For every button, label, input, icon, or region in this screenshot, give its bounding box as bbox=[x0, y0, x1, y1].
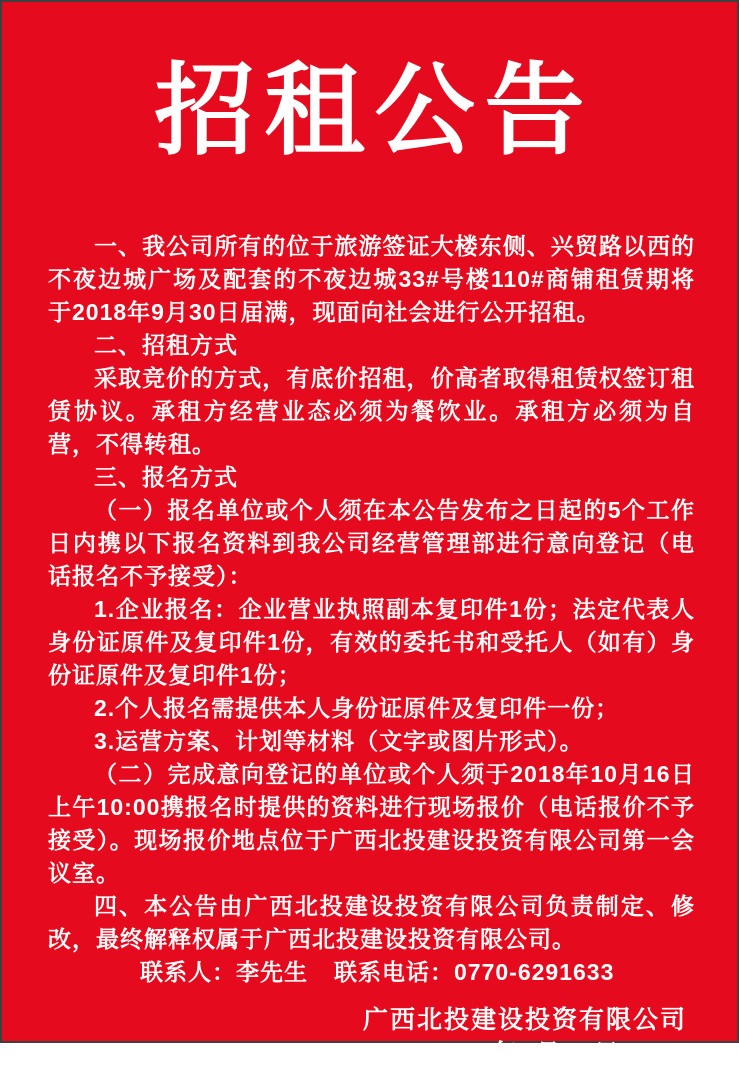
section-heading-rental-method: 二、招租方式 bbox=[94, 332, 238, 358]
contact-phone: 联系电话：0770-6291633 bbox=[334, 959, 615, 985]
paragraph-registration-1: （一）报名单位或个人须在本公告发布之日起的5个工作日内携以下报名资料到我公司经营管理部进行意向登记（电话报名不予接受）： bbox=[48, 497, 695, 589]
contact-line bbox=[48, 956, 695, 989]
poster-title: 招租公告 bbox=[154, 51, 595, 169]
section-heading-registration-method: 三、报名方式 bbox=[94, 464, 238, 490]
signature-date: 2018年9月30日 bbox=[428, 1040, 622, 1068]
paragraph-operation-plan: 3.运营方案、计划等材料（文字或图片形式）。 bbox=[94, 728, 584, 754]
paragraph-final-interpretation: 四、本公告由广西北投建设投资有限公司负责制定、修改，最终解释权属于广西北投建设投资有限公司。 bbox=[48, 893, 695, 952]
signature-block bbox=[2, 1003, 687, 1071]
announcement-body bbox=[2, 230, 737, 989]
contact-person: 联系人：李先生 bbox=[140, 959, 308, 985]
paragraph-rental-method: 采取竞价的方式，有底价招租，价高者取得租赁权签订租赁协议。承租方经营业态必须为餐饮业。承租方必须为自营，不得转租。 bbox=[48, 365, 695, 457]
paragraph-onsite-bidding: （二）完成意向登记的单位或个人须于2018年10月16日上午10:00携报名时提供的资料进行现场报价（电话报价不予接受）。现场报价地点位于广西北投建设投资有限公司第一会议室。 bbox=[48, 761, 695, 886]
paragraph-company-registration: 1.企业报名：企业营业执照副本复印件1份；法定代表人身份证原件及复印件1份，有效的委托书和受托人（如有）身份证原件及复印件1份； bbox=[48, 596, 695, 688]
paragraph-personal-registration: 2.个人报名需提供本人身份证原件及复印件一份； bbox=[94, 695, 620, 721]
paragraph-item-1: 一、我公司所有的位于旅游签证大楼东侧、兴贸路以西的不夜边城广场及配套的不夜边城33#号楼110#商铺租赁期将于2018年9月30日届满，现面向社会进行公开招租。 bbox=[48, 233, 695, 325]
signature-company: 广西北投建设投资有限公司 bbox=[362, 1006, 687, 1034]
